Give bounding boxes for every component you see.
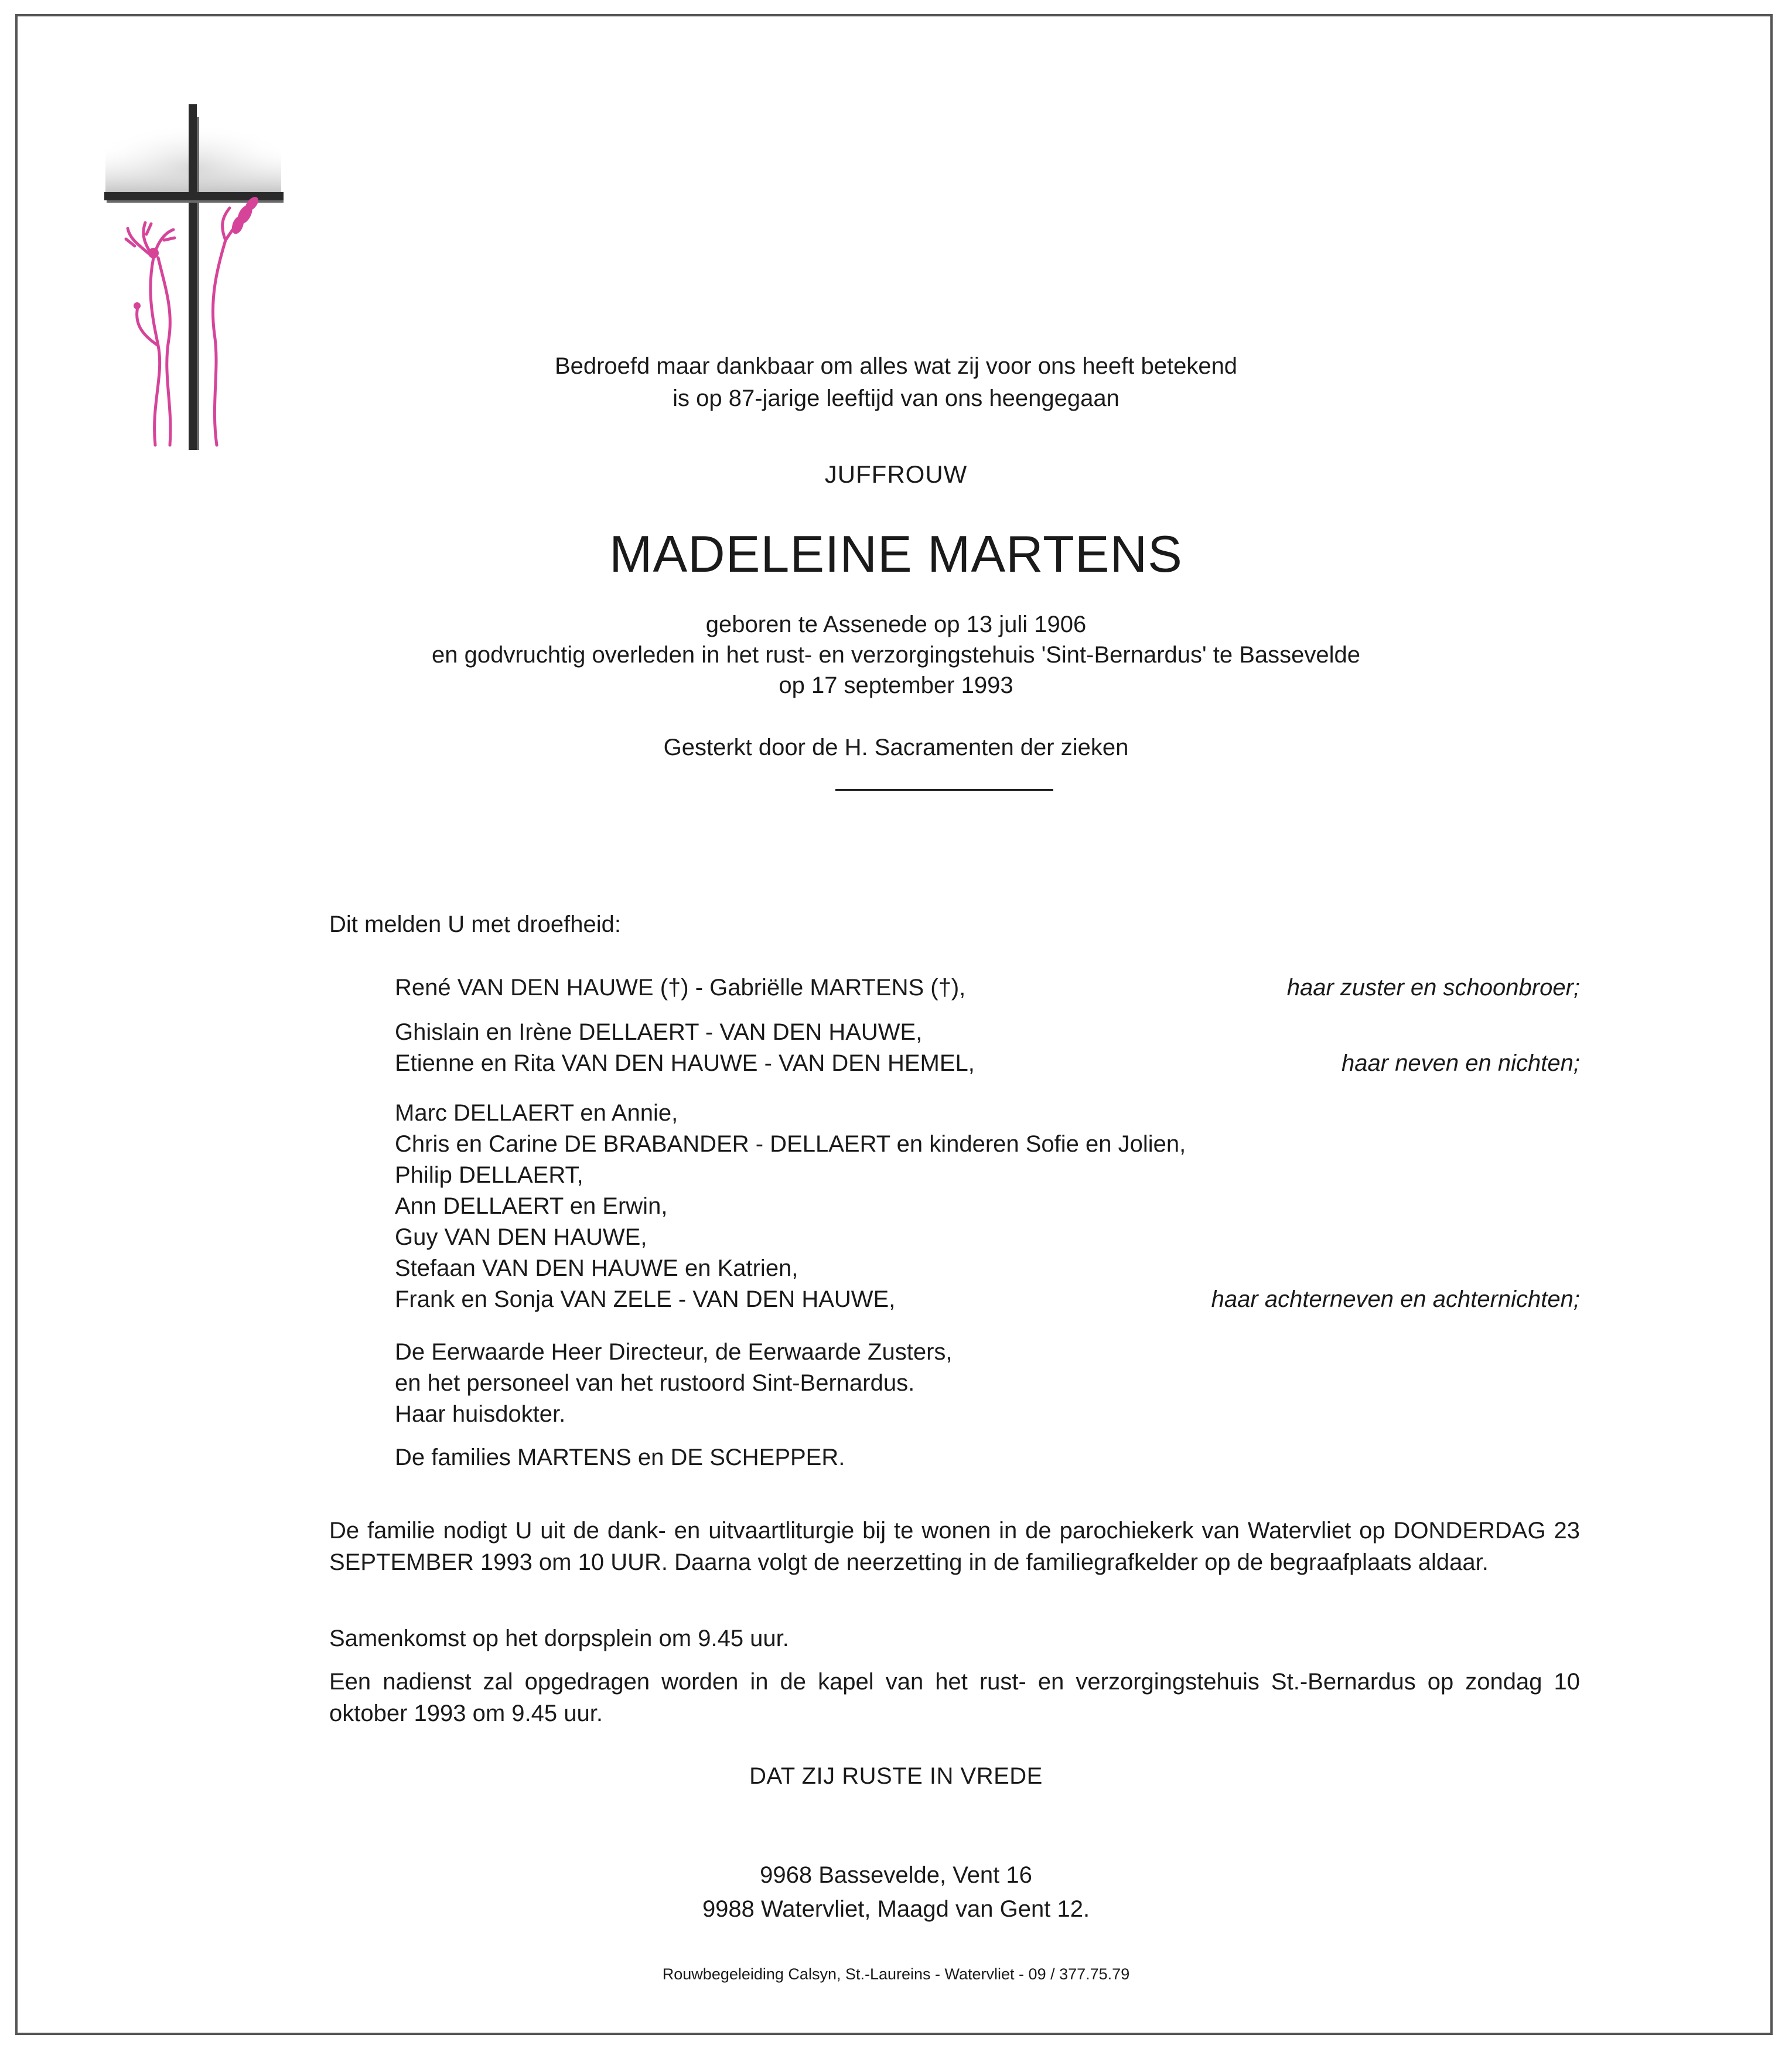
mourner-line: Philip DELLAERT, bbox=[395, 1162, 583, 1188]
deceased-name: MADELEINE MARTENS bbox=[609, 525, 1183, 583]
address-line: 9988 Watervliet, Maagd van Gent 12. bbox=[702, 1896, 1090, 1922]
title-prefix: JUFFROUW bbox=[824, 460, 968, 488]
mourner-line: Ann DELLAERT en Erwin, bbox=[395, 1193, 668, 1219]
mourner-group-sister bbox=[395, 972, 1580, 1003]
rest-in-peace: DAT ZIJ RUSTE IN VREDE bbox=[749, 1763, 1043, 1789]
announcement-lead: Dit melden U met droefheid: bbox=[329, 911, 622, 937]
relation-label: haar achterneven en achternichten; bbox=[1211, 1286, 1580, 1312]
mourner-line: Ghislain en Irène DELLAERT - VAN DEN HAUWE, bbox=[395, 1019, 923, 1045]
gathering-info: Samenkomst op het dorpsplein om 9.45 uur. bbox=[329, 1626, 789, 1651]
mourner-line: Marc DELLAERT en Annie, bbox=[395, 1100, 678, 1126]
mourner-line: De Eerwaarde Heer Directeur, de Eerwaarde Zusters, bbox=[395, 1339, 953, 1365]
mourner-line: René VAN DEN HAUWE (†) - Gabriëlle MARTENS (†), haar zuster en schoonbroer; bbox=[395, 972, 1580, 1003]
addresses bbox=[0, 1858, 1792, 1926]
mourner-line: Etienne en Rita VAN DEN HAUWE - VAN DEN HEMEL, haar neven en nichten; bbox=[395, 1048, 1580, 1079]
divider-rule bbox=[835, 789, 1053, 791]
mourner-line: en het personeel van het rustoord Sint-Bernardus. bbox=[395, 1370, 915, 1396]
intro-text bbox=[0, 350, 1792, 415]
mourner-line: Chris en Carine DE BRABANDER - DELLAERT en kinderen Sofie en Jolien, bbox=[395, 1131, 1186, 1157]
mourner-group-families bbox=[395, 1442, 1580, 1473]
intro-line-2: is op 87-jarige leeftijd van ons heengegaan bbox=[673, 385, 1119, 411]
birth-line: geboren te Assenede op 13 juli 1906 bbox=[705, 612, 1087, 637]
sacraments-text: Gesterkt door de H. Sacramenten der zieken bbox=[663, 735, 1129, 760]
mourner-group-grandnephews bbox=[395, 1098, 1580, 1315]
mourner-line: Stefaan VAN DEN HAUWE en Katrien, bbox=[395, 1255, 798, 1281]
funeral-invitation: De familie nodigt U uit de dank- en uitvaartliturgie bij te wonen in de parochiekerk van Watervliet op DONDERDAG 23 SEPTEMBER 1993 om 10 UUR. Daarna volgt de neerzetting in de familiegrafkelder op de begraafplaats aldaar. bbox=[329, 1518, 1580, 1575]
birth-death-details bbox=[0, 609, 1792, 701]
mourner-line: De families MARTENS en DE SCHEPPER. bbox=[395, 1445, 845, 1470]
printer-credit: Rouwbegeleiding Calsyn, St.-Laureins - Watervliet - 09 / 377.75.79 bbox=[662, 1965, 1130, 1983]
relation-label: haar zuster en schoonbroer; bbox=[1286, 975, 1580, 1001]
mourner-group-nephews bbox=[395, 1017, 1580, 1079]
relation-label: haar neven en nichten; bbox=[1342, 1050, 1580, 1076]
death-date-line: op 17 september 1993 bbox=[779, 672, 1013, 698]
death-line: en godvruchtig overleden in het rust- en verzorgingstehuis 'Sint-Bernardus' te Bassevelde bbox=[431, 642, 1361, 668]
intro-line-1: Bedroefd maar dankbaar om alles wat zij voor ons heeft betekend bbox=[554, 353, 1238, 379]
memorial-service-info: Een nadienst zal opgedragen worden in de kapel van het rust- en verzorgingstehuis St.-Bernardus op zondag 10 oktober 1993 om 9.45 uur. bbox=[329, 1669, 1580, 1726]
mourner-line: Frank en Sonja VAN ZELE - VAN DEN HAUWE, haar achterneven en achternichten; bbox=[395, 1284, 1580, 1315]
address-line: 9968 Bassevelde, Vent 16 bbox=[760, 1862, 1032, 1888]
mourner-group-care-home bbox=[395, 1337, 1580, 1430]
mourner-line: Guy VAN DEN HAUWE, bbox=[395, 1224, 647, 1250]
mourner-line: Haar huisdokter. bbox=[395, 1401, 566, 1427]
